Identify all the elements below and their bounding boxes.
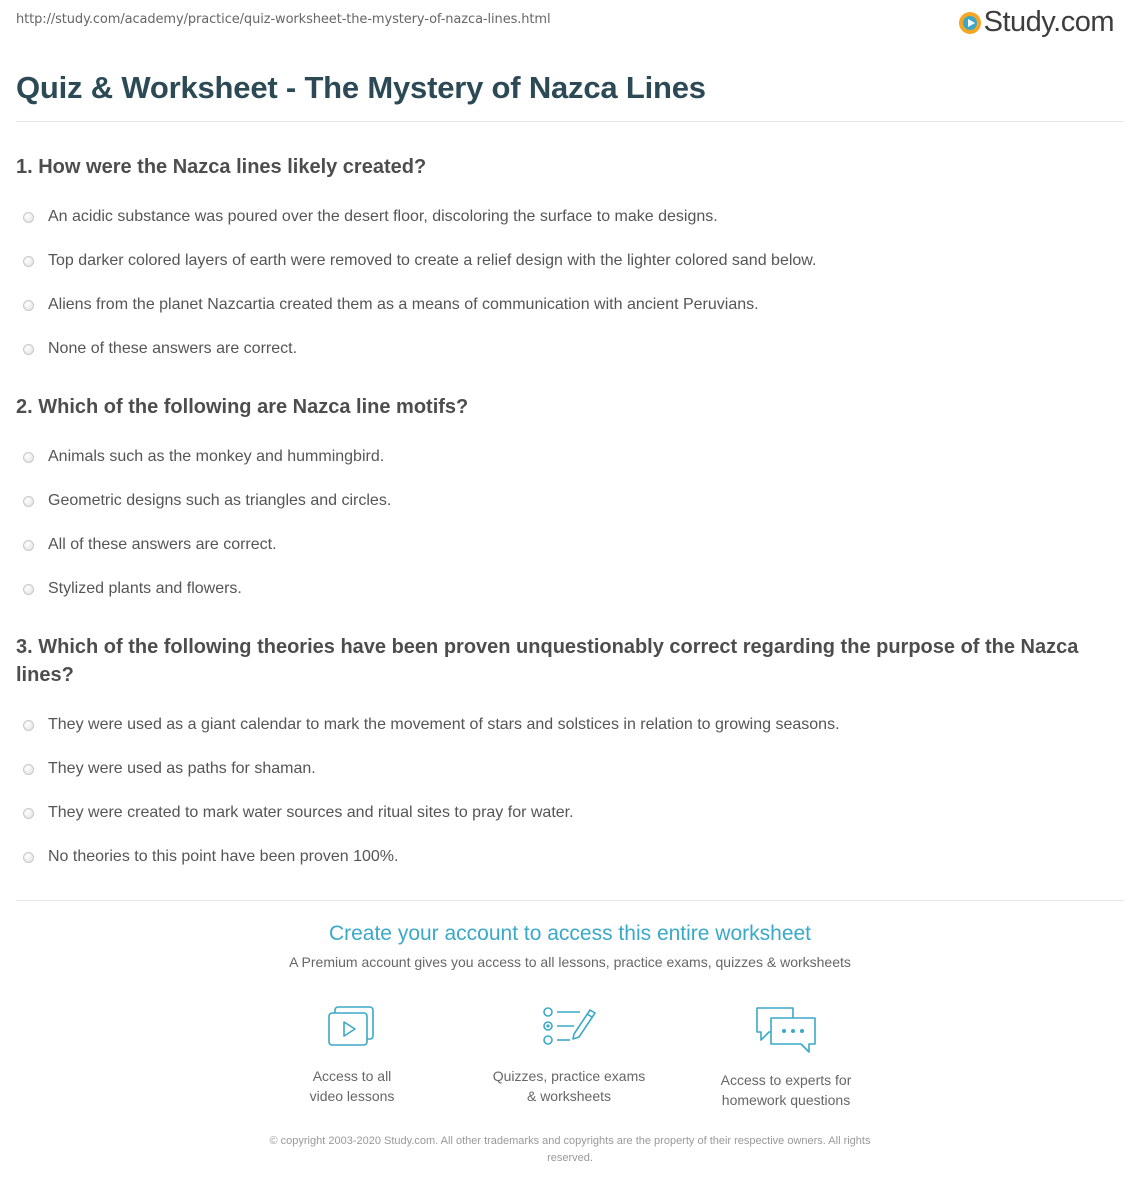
answer-options xyxy=(16,703,1124,879)
divider xyxy=(16,900,1124,901)
radio-button[interactable] xyxy=(23,300,34,311)
question-text: 3. Which of the following theories have been proven unquestionably correct regarding the purpose of the Nazca lines? xyxy=(16,636,1079,686)
question-3 xyxy=(16,633,1124,879)
answer-option[interactable] xyxy=(16,703,1124,747)
answer-label: Animals such as the monkey and hummingbird. xyxy=(48,448,385,465)
answer-option[interactable] xyxy=(16,435,1124,479)
answer-label: Top darker colored layers of earth were removed to create a relief design with the lighter colored sand below. xyxy=(48,252,817,269)
answer-label: They were used as paths for shaman. xyxy=(48,760,316,777)
question-2 xyxy=(16,393,1124,611)
answer-option[interactable] xyxy=(16,791,1124,835)
feature-video-lessons xyxy=(252,1004,452,1106)
feature-experts xyxy=(686,1004,886,1110)
cta-title-link[interactable]: Create your account to access this entire worksheet xyxy=(328,922,812,945)
feature-quizzes xyxy=(469,1004,669,1106)
video-lessons-icon xyxy=(325,1004,379,1052)
answer-option[interactable] xyxy=(16,327,1124,371)
answer-label: None of these answers are correct. xyxy=(48,340,298,357)
answer-option[interactable] xyxy=(16,283,1124,327)
feature-label-line: & worksheets xyxy=(526,1088,612,1104)
answer-label: Geometric designs such as triangles and circles. xyxy=(48,492,392,509)
radio-button[interactable] xyxy=(23,808,34,819)
copyright-footer xyxy=(0,1133,1140,1167)
radio-button[interactable] xyxy=(23,852,34,863)
answer-option[interactable] xyxy=(16,835,1124,879)
feature-label-line: Access to experts for xyxy=(720,1072,852,1088)
signup-cta xyxy=(0,922,1140,970)
radio-button[interactable] xyxy=(23,584,34,595)
feature-label xyxy=(686,1070,886,1110)
feature-label xyxy=(469,1066,669,1106)
radio-button[interactable] xyxy=(23,720,34,731)
answer-option[interactable] xyxy=(16,479,1124,523)
footer-line: © copyright 2003-2020 Study.com. All other trademarks and copyrights are the property of their respective owners. All rights xyxy=(269,1135,871,1147)
study-logo[interactable] xyxy=(959,6,1114,39)
answer-label: No theories to this point have been proven 100%. xyxy=(48,848,399,865)
quiz-checklist-icon xyxy=(540,1004,598,1052)
feature-label-line: Access to all xyxy=(312,1068,392,1084)
answer-option[interactable] xyxy=(16,747,1124,791)
question-1 xyxy=(16,153,1124,371)
radio-button[interactable] xyxy=(23,496,34,507)
answer-option[interactable] xyxy=(16,567,1124,611)
answer-options xyxy=(16,195,1124,371)
question-text: 1. How were the Nazca lines likely created? xyxy=(16,156,427,178)
page-title: Quiz & Worksheet - The Mystery of Nazca Lines xyxy=(16,70,706,105)
answer-label: They were created to mark water sources and ritual sites to pray for water. xyxy=(48,804,574,821)
page-url[interactable]: http://study.com/academy/practice/quiz-worksheet-the-mystery-of-nazca-lines.html xyxy=(16,12,551,27)
logo-text: Study.com xyxy=(983,6,1114,38)
radio-button[interactable] xyxy=(23,540,34,551)
radio-button[interactable] xyxy=(23,212,34,223)
answer-label: All of these answers are correct. xyxy=(48,536,277,553)
play-logo-icon xyxy=(959,12,981,34)
footer-line: reserved. xyxy=(547,1152,593,1164)
chat-bubbles-icon xyxy=(753,1004,819,1056)
feature-label-line: homework questions xyxy=(721,1092,851,1108)
answer-label: An acidic substance was poured over the desert floor, discoloring the surface to make designs. xyxy=(48,208,718,225)
radio-button[interactable] xyxy=(23,256,34,267)
radio-button[interactable] xyxy=(23,452,34,463)
radio-button[interactable] xyxy=(23,764,34,775)
answer-label: Aliens from the planet Nazcartia created them as a means of communication with ancient Peruvians. xyxy=(48,296,759,313)
feature-label xyxy=(252,1066,452,1106)
answer-option[interactable] xyxy=(16,523,1124,567)
feature-label-line: video lessons xyxy=(309,1088,395,1104)
feature-label-line: Quizzes, practice exams xyxy=(492,1068,646,1084)
answer-option[interactable] xyxy=(16,239,1124,283)
answer-label: They were used as a giant calendar to mark the movement of stars and solstices in relation to growing seasons. xyxy=(48,716,840,733)
answer-options xyxy=(16,435,1124,611)
answer-option[interactable] xyxy=(16,195,1124,239)
divider xyxy=(16,121,1124,122)
answer-label: Stylized plants and flowers. xyxy=(48,580,242,597)
question-text: 2. Which of the following are Nazca line motifs? xyxy=(16,396,469,418)
radio-button[interactable] xyxy=(23,344,34,355)
top-bar xyxy=(16,0,1124,40)
cta-subtitle: A Premium account gives you access to all lessons, practice exams, quizzes & worksheets xyxy=(289,954,851,970)
